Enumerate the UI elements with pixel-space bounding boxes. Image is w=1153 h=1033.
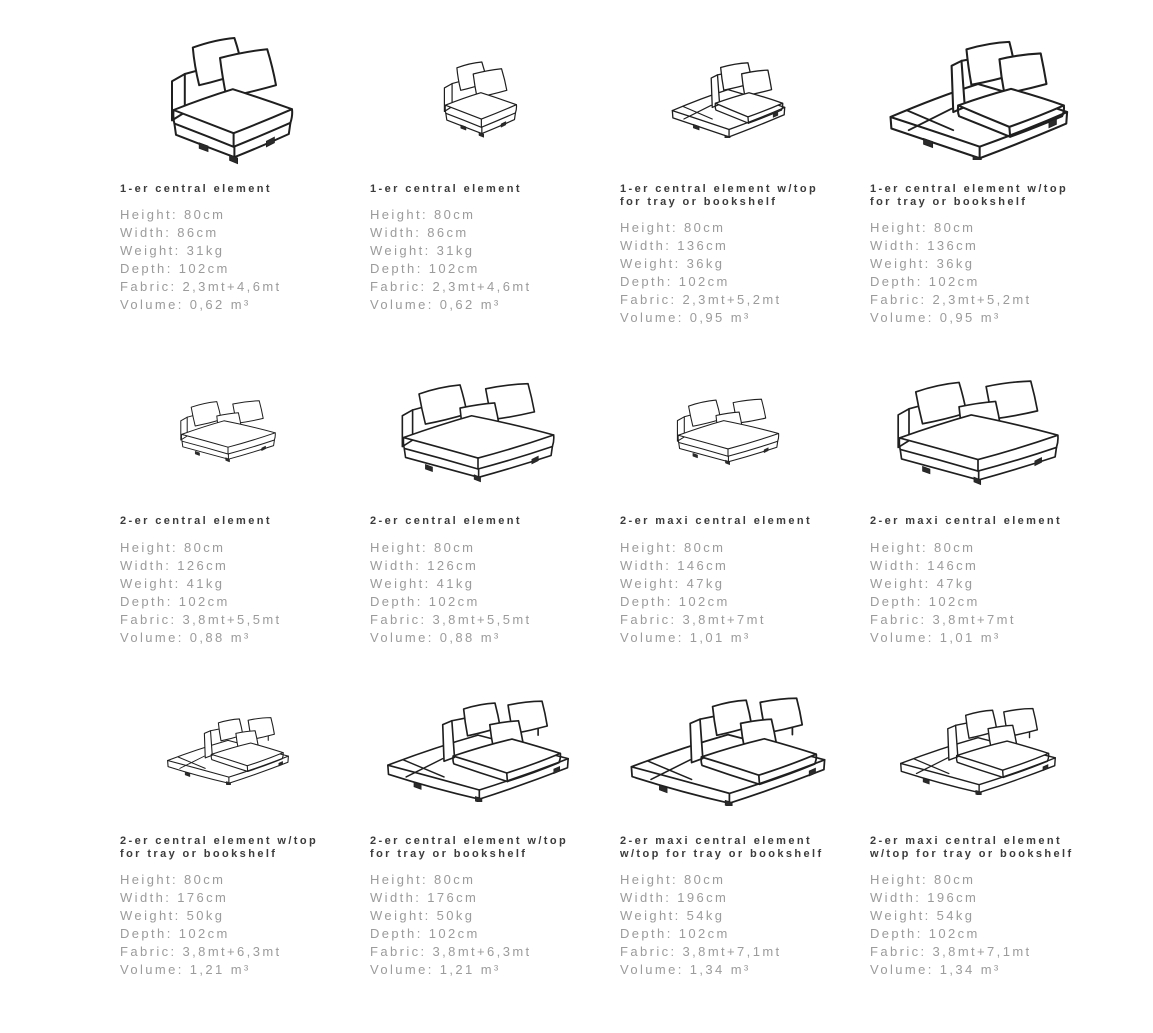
product-card (853, 687, 1103, 979)
spec-fabric: Fabric: 3,8mt+7,1mt (620, 943, 782, 959)
spec-volume: Volume: 1,01 m³ (870, 629, 1001, 645)
spec-fabric: Fabric: 3,8mt+7mt (620, 611, 766, 627)
spec-fabric: Fabric: 3,8mt+5,5mt (120, 611, 282, 627)
spec-depth: Depth: 102cm (620, 274, 730, 290)
product-card (353, 367, 603, 646)
spec-volume: Volume: 1,21 m³ (370, 961, 501, 977)
product-title: 1-er central element w/top for tray or bookshelf (870, 183, 1069, 209)
spec-weight: Weight: 47kg (870, 575, 975, 591)
product-card (103, 367, 353, 646)
spec-height: Height: 80cm (120, 871, 226, 887)
product-title: 2-er central element w/top for tray or bookshelf (370, 834, 569, 860)
spec-depth: Depth: 102cm (120, 593, 230, 609)
spec-width: Width: 136cm (870, 238, 979, 254)
spec-weight: Weight: 41kg (120, 575, 225, 591)
sofa-2er-central-illustration (103, 367, 353, 493)
spec-fabric: Fabric: 3,8mt+7mt (870, 611, 1016, 627)
product-card (353, 687, 603, 979)
spec-depth: Depth: 102cm (620, 593, 730, 609)
product-title: 1-er central element (370, 183, 522, 195)
spec-depth: Depth: 102cm (620, 925, 730, 941)
spec-width: Width: 196cm (870, 889, 979, 905)
product-card (103, 687, 353, 979)
product-title: 2-er central element (370, 515, 522, 528)
spec-fabric: Fabric: 3,8mt+7,1mt (870, 943, 1032, 959)
spec-volume: Volume: 0,95 m³ (620, 310, 751, 326)
spec-weight: Weight: 50kg (370, 907, 475, 923)
spec-volume: Volume: 0,62 m³ (120, 297, 251, 313)
spec-width: Width: 126cm (370, 557, 479, 573)
spec-weight: Weight: 31kg (120, 243, 225, 259)
spec-fabric: Fabric: 2,3mt+5,2mt (870, 292, 1032, 308)
product-title: 2-er maxi central element w/top for tray or bookshelf (870, 834, 1074, 860)
spec-width: Width: 136cm (620, 238, 729, 254)
spec-width: Width: 146cm (870, 557, 979, 573)
product-card (853, 35, 1103, 327)
spec-width: Width: 176cm (120, 889, 229, 905)
spec-width: Width: 86cm (120, 225, 219, 241)
spec-fabric: Fabric: 3,8mt+6,3mt (370, 943, 532, 959)
sofa-1er-central-with-top-illustration (603, 35, 853, 161)
spec-weight: Weight: 36kg (620, 256, 725, 272)
spec-width: Width: 176cm (370, 889, 479, 905)
spec-width: Width: 126cm (120, 557, 229, 573)
spec-fabric: Fabric: 2,3mt+4,6mt (120, 279, 282, 295)
product-title: 2-er maxi central element w/top for tray or bookshelf (620, 834, 824, 860)
spec-weight: Weight: 31kg (370, 243, 475, 259)
spec-height: Height: 80cm (370, 539, 476, 555)
sofa-2er-maxi-central-with-top-illustration (853, 687, 1103, 813)
product-title: 2-er central element w/top for tray or bookshelf (120, 834, 319, 860)
spec-fabric: Fabric: 3,8mt+5,5mt (370, 611, 532, 627)
spec-height: Height: 80cm (620, 871, 726, 887)
product-card (353, 35, 603, 314)
spec-volume: Volume: 1,34 m³ (870, 961, 1001, 977)
spec-width: Width: 146cm (620, 557, 729, 573)
spec-volume: Volume: 1,21 m³ (120, 961, 251, 977)
sofa-1er-central-illustration (353, 35, 603, 161)
sofa-2er-central-with-top-illustration (353, 687, 603, 813)
spec-weight: Weight: 54kg (620, 907, 725, 923)
spec-height: Height: 80cm (370, 871, 476, 887)
spec-height: Height: 80cm (620, 539, 726, 555)
spec-weight: Weight: 50kg (120, 907, 225, 923)
spec-weight: Weight: 36kg (870, 256, 975, 272)
spec-depth: Depth: 102cm (870, 925, 980, 941)
spec-height: Height: 80cm (120, 207, 226, 223)
sofa-1er-central-illustration (103, 35, 353, 161)
spec-volume: Volume: 0,95 m³ (870, 310, 1001, 326)
sofa-2er-central-illustration (353, 367, 603, 493)
product-card (603, 35, 853, 327)
spec-fabric: Fabric: 3,8mt+6,3mt (120, 943, 282, 959)
spec-height: Height: 80cm (620, 220, 726, 236)
product-title: 1-er central element w/top for tray or bookshelf (620, 183, 819, 209)
product-title: 2-er maxi central element (870, 515, 1063, 528)
product-card (603, 367, 853, 646)
spec-height: Height: 80cm (120, 539, 226, 555)
product-title: 2-er central element (120, 515, 272, 528)
spec-weight: Weight: 54kg (870, 907, 975, 923)
spec-height: Height: 80cm (870, 539, 976, 555)
product-card (603, 687, 853, 979)
spec-height: Height: 80cm (870, 871, 976, 887)
spec-depth: Depth: 102cm (870, 593, 980, 609)
spec-depth: Depth: 102cm (370, 925, 480, 941)
spec-width: Width: 196cm (620, 889, 729, 905)
spec-width: Width: 86cm (370, 225, 469, 241)
spec-fabric: Fabric: 2,3mt+4,6mt (370, 279, 532, 295)
spec-depth: Depth: 102cm (870, 274, 980, 290)
spec-fabric: Fabric: 2,3mt+5,2mt (620, 292, 782, 308)
product-card (853, 367, 1103, 646)
product-card (103, 35, 353, 314)
spec-height: Height: 80cm (870, 220, 976, 236)
spec-weight: Weight: 47kg (620, 575, 725, 591)
product-title: 1-er central element (120, 183, 272, 195)
spec-volume: Volume: 1,34 m³ (620, 961, 751, 977)
sofa-2er-maxi-central-illustration (603, 367, 853, 493)
sofa-1er-central-with-top-illustration (853, 35, 1103, 161)
product-grid (103, 35, 1153, 979)
spec-volume: Volume: 1,01 m³ (620, 629, 751, 645)
spec-depth: Depth: 102cm (370, 593, 480, 609)
spec-volume: Volume: 0,88 m³ (120, 629, 251, 645)
sofa-2er-maxi-central-illustration (853, 367, 1103, 493)
spec-depth: Depth: 102cm (120, 925, 230, 941)
product-title: 2-er maxi central element (620, 515, 813, 528)
spec-depth: Depth: 102cm (120, 261, 230, 277)
spec-volume: Volume: 0,88 m³ (370, 629, 501, 645)
spec-depth: Depth: 102cm (370, 261, 480, 277)
sofa-2er-maxi-central-with-top-illustration (603, 687, 853, 813)
spec-weight: Weight: 41kg (370, 575, 475, 591)
spec-height: Height: 80cm (370, 207, 476, 223)
sofa-2er-central-with-top-illustration (103, 687, 353, 813)
spec-volume: Volume: 0,62 m³ (370, 297, 501, 313)
